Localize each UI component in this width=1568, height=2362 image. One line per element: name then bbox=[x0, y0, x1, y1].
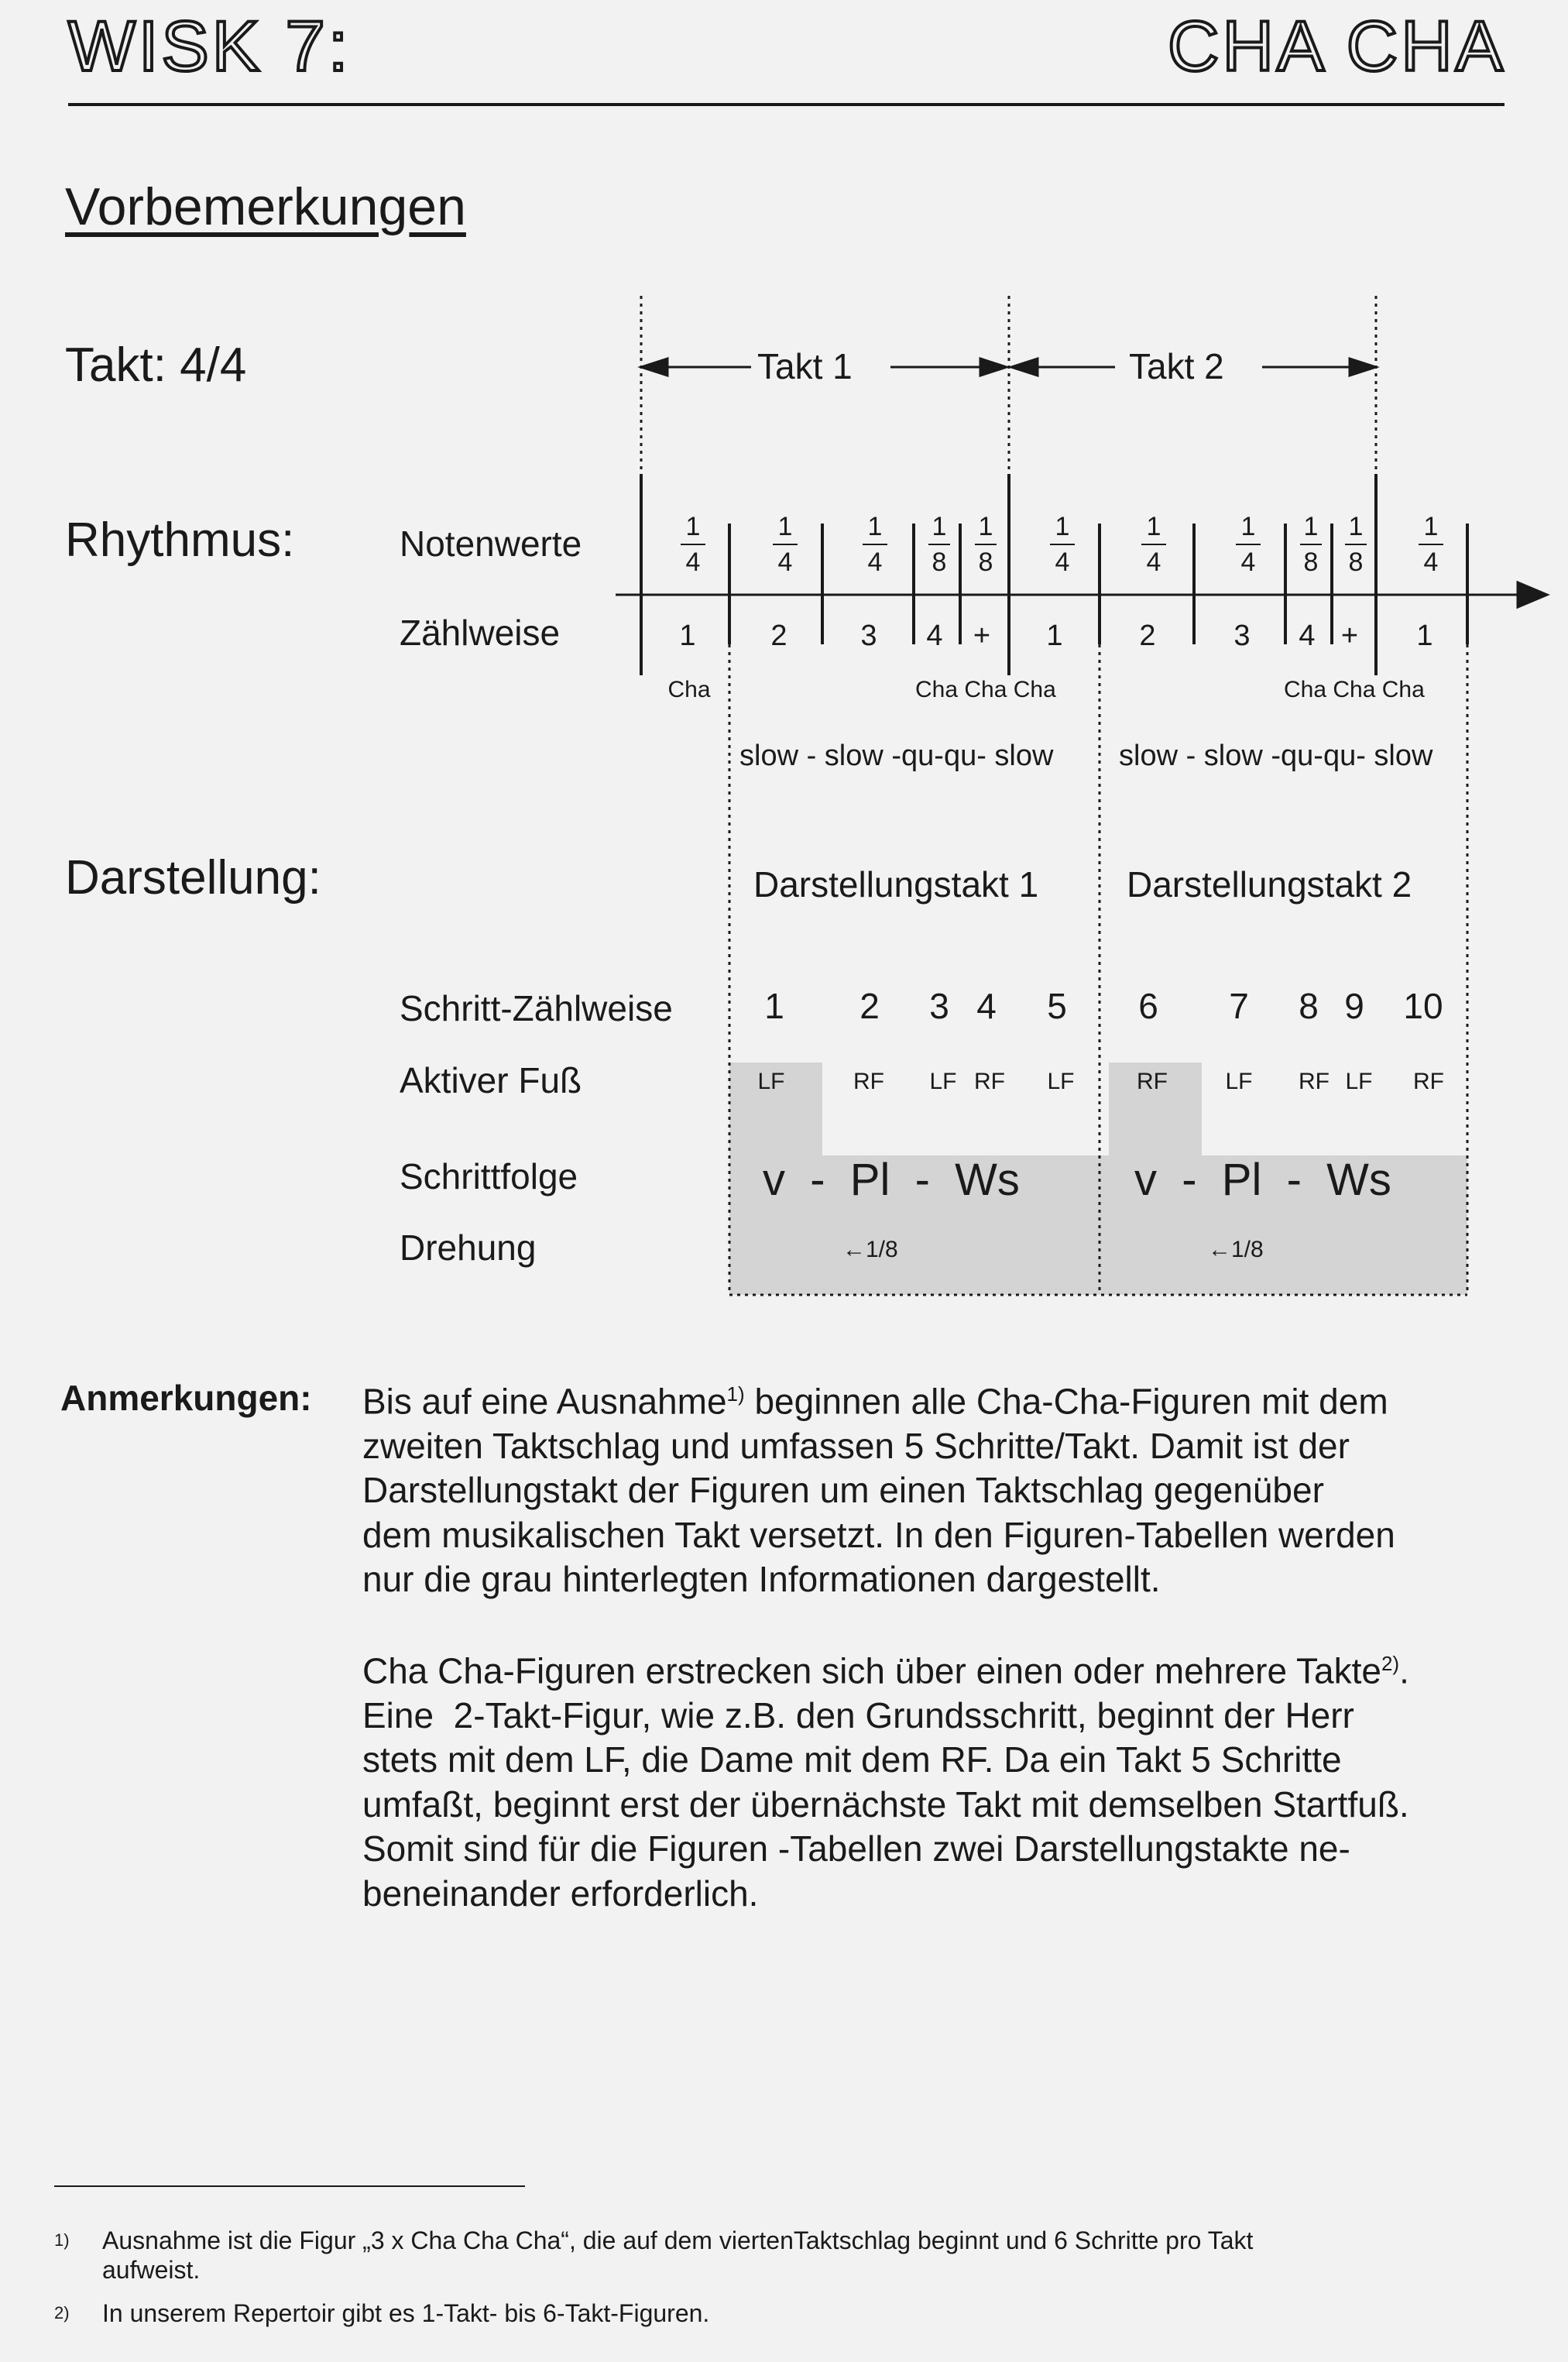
darstellung-label: Darstellung: bbox=[65, 851, 321, 905]
drehung-1: ←1/8 bbox=[842, 1237, 898, 1262]
row-label-drehung: Drehung bbox=[400, 1227, 537, 1268]
count: 1 bbox=[1416, 620, 1433, 652]
count: 3 bbox=[1233, 620, 1251, 652]
active-foot: LF bbox=[1345, 1069, 1373, 1094]
schrittfolge-1: v - Pl - Ws bbox=[763, 1155, 1020, 1205]
active-foot: LF bbox=[929, 1069, 957, 1094]
row-label-zaehlweise: Zählweise bbox=[400, 613, 561, 653]
count: + bbox=[1340, 620, 1359, 652]
step-count: 2 bbox=[859, 986, 880, 1026]
note-value: 1 8 bbox=[972, 511, 1000, 578]
note-value: 1 4 bbox=[1138, 511, 1169, 578]
active-foot: RF bbox=[974, 1069, 1005, 1094]
step-count: 3 bbox=[929, 986, 949, 1026]
header-right-title: CHA CHA bbox=[1168, 7, 1506, 86]
active-foot: RF bbox=[1299, 1069, 1330, 1094]
count: 2 bbox=[1139, 620, 1156, 652]
count: 4 bbox=[1299, 620, 1316, 652]
count: 4 bbox=[926, 620, 943, 652]
step-count: 6 bbox=[1138, 986, 1158, 1026]
note-value: 1 4 bbox=[678, 511, 709, 578]
cha-cha-cha-label-2: Cha Cha Cha bbox=[1284, 677, 1425, 702]
cha-label: Cha bbox=[667, 677, 711, 702]
paragraph-1: Bis auf eine Ausnahme$^{1)}$ beginnen alle Cha-Cha-Figuren mit dem zweiten Taktschlag und umfassen 5 Schritte/Takt. Damit ist der Darstellungstakt der Figuren um einen Taktschlag gegenüber dem musikalischen Takt versetzt. In den Figuren-Tabellen werden nur die grau hinterlegten Informationen dargestellt. bbox=[362, 1381, 1395, 1600]
cha-cha-cha-label-1: Cha Cha Cha bbox=[915, 677, 1056, 702]
slow-rhythm-1: slow - slow -qu-qu- slow bbox=[739, 740, 1054, 772]
step-count: 7 bbox=[1229, 986, 1249, 1026]
count: + bbox=[973, 620, 991, 652]
note-value: 1 4 bbox=[1233, 511, 1264, 578]
note-value: 1 8 bbox=[1297, 511, 1325, 578]
step-count: 8 bbox=[1299, 986, 1319, 1026]
row-label-notenwerte: Notenwerte bbox=[400, 524, 582, 564]
note-value: 1 4 bbox=[770, 511, 801, 578]
active-foot: LF bbox=[1225, 1069, 1253, 1094]
step-count: 5 bbox=[1047, 986, 1067, 1026]
footnote-mark-2: 2) bbox=[54, 2303, 70, 2323]
takt2-label: Takt 2 bbox=[1129, 346, 1224, 386]
count: 1 bbox=[1046, 620, 1063, 652]
slow-rhythm-2: slow - slow -qu-qu- slow bbox=[1119, 740, 1433, 772]
schrittfolge-2: v - Pl - Ws bbox=[1134, 1155, 1391, 1205]
footnote-1: Ausnahme ist die Figur „3 x Cha Cha Cha“, die auf dem viertenTaktschlag beginnt und 6 Schritte pro Takt aufweist. bbox=[102, 2226, 1254, 2284]
footnote-mark-1: 1) bbox=[54, 2230, 70, 2250]
note-value: 1 4 bbox=[859, 511, 890, 578]
row-label-aktiver-fuss: Aktiver Fuß bbox=[400, 1060, 582, 1100]
count: 2 bbox=[770, 620, 787, 652]
darstellungstakt-2: Darstellungstakt 2 bbox=[1127, 864, 1412, 905]
step-count: 1 bbox=[764, 986, 784, 1026]
active-foot: RF bbox=[853, 1069, 884, 1094]
paragraph-2: Cha Cha-Figuren erstrecken sich über einen oder mehrere Takte$^{2)}$. Eine 2-Takt-Figur, wie z.B. den Grundsschritt, beginnt der Herr stets mit dem LF, die Dame mit dem RF. Da ein Takt 5 Schritte umfaßt, beginnt erst der übernächste Takt mit demselben Startfuß. Somit sind für die Figuren -Tabellen zwei Darstellungstakte ne- beneinander erforderlich. bbox=[362, 1650, 1409, 1914]
active-foot: RF bbox=[1137, 1069, 1168, 1094]
note-value: 1 8 bbox=[925, 511, 953, 578]
count: 3 bbox=[860, 620, 877, 652]
darstellungstakt-1: Darstellungstakt 1 bbox=[753, 864, 1039, 905]
note-value: 1 8 bbox=[1342, 511, 1370, 578]
active-foot: RF bbox=[1413, 1069, 1444, 1094]
step-count: 10 bbox=[1403, 986, 1443, 1026]
step-count: 4 bbox=[976, 986, 997, 1026]
note-value: 1 4 bbox=[1415, 511, 1446, 578]
rhythmus-label: Rhythmus: bbox=[65, 513, 295, 567]
active-foot: LF bbox=[1047, 1069, 1075, 1094]
footnote-rule bbox=[54, 2185, 525, 2187]
count: 1 bbox=[679, 620, 696, 652]
row-label-schrittfolge: Schrittfolge bbox=[400, 1156, 578, 1196]
step-count: 9 bbox=[1344, 986, 1364, 1026]
section-title: Vorbemerkungen bbox=[65, 177, 466, 236]
active-foot: LF bbox=[757, 1069, 785, 1094]
row-label-schritt-zaehlweise: Schritt-Zählweise bbox=[400, 988, 673, 1028]
takt-label: Takt: 4/4 bbox=[65, 338, 247, 392]
drehung-2: ←1/8 bbox=[1208, 1237, 1264, 1262]
takt1-label: Takt 1 bbox=[757, 346, 853, 386]
anmerkungen-label: Anmerkungen: bbox=[60, 1378, 312, 1418]
note-value: 1 4 bbox=[1047, 511, 1078, 578]
header-left-title: WISK 7: bbox=[68, 7, 352, 86]
footnote-2: In unserem Repertoir gibt es 1-Takt- bis 6-Takt-Figuren. bbox=[102, 2299, 710, 2327]
